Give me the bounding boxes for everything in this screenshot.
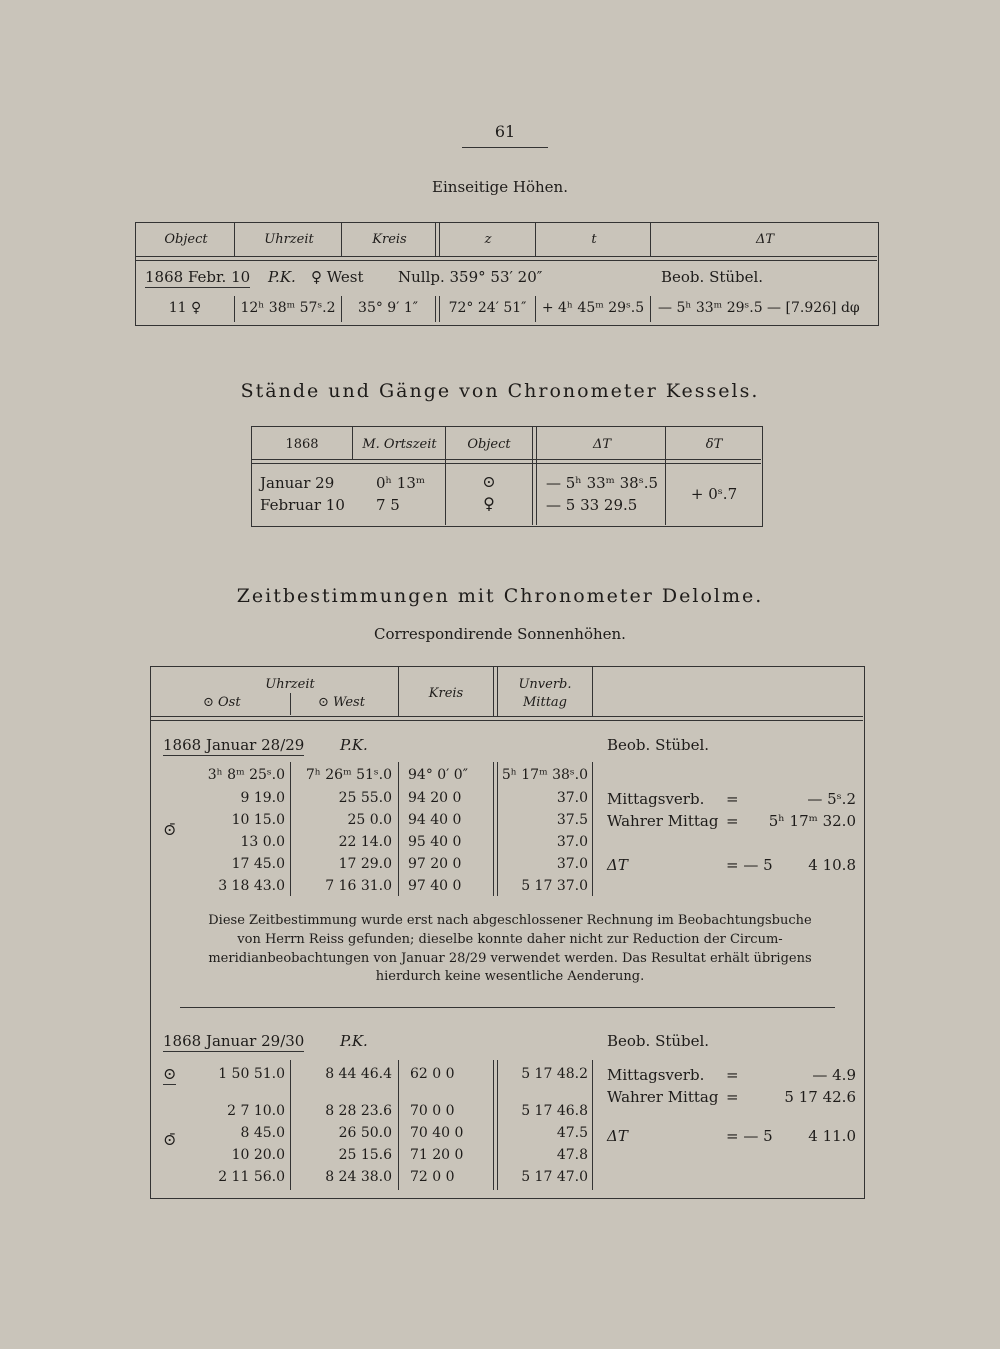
col-header-small-delta-t: δT [705,437,723,452]
west-time: 25 0.0 [347,812,392,828]
result-label: Mittagsverb. [607,790,705,808]
result-value: 5ʰ 17ᵐ 32.0 [768,812,856,830]
obs-observer: Beob. Stübel. [661,268,764,286]
result-value: 4 11.0 [808,1127,856,1145]
divider [592,762,593,896]
result-eq: = [726,1088,739,1106]
unverb-mittag: 5ʰ 17ᵐ 38ˢ.0 [501,767,588,783]
west-time: 8 44 46.4 [325,1066,392,1082]
divider [290,1060,291,1190]
west-time: 7 16 31.0 [325,878,392,894]
obs-date: 1868 Januar 28/29 [163,736,305,754]
ost-time: 17 45.0 [231,856,285,872]
cell-delta-t: — 5ʰ 33ᵐ 29ˢ.5 — [7.926] dφ [658,300,860,316]
page-number: 61 [494,122,516,141]
result-label: Wahrer Mittag [607,812,719,830]
kreis-value: 94 40 0 [408,812,462,828]
obs-nullpoint: Nullp. 359° 53′ 20″ [398,268,543,286]
kreis-value: 94° 0′ 0″ [408,767,468,783]
sun-lower-limb-symbol: ⊙̄ [163,1130,177,1149]
divider [493,762,494,896]
ost-time: 8 45.0 [240,1125,285,1141]
result-value: — 4.9 [812,1066,856,1084]
cell-t: + 4ʰ 45ᵐ 29ˢ.5 [541,300,645,316]
obs-date: 1868 Januar 29/30 [163,1032,305,1050]
west-time: 26 50.0 [338,1125,392,1141]
divider [290,762,291,896]
unverb-mittag: 5 17 48.2 [521,1066,588,1082]
divider [435,296,436,322]
obs-observer: Beob. Stübel. [607,1032,710,1050]
ost-time: 9 19.0 [240,790,285,806]
divider [341,296,342,322]
divider [592,1060,593,1190]
kreis-value: 72 0 0 [410,1169,455,1185]
unverb-mittag: 5 17 37.0 [521,878,588,894]
result-label: ΔT [607,1127,628,1145]
col-header-kreis: Kreis [428,686,464,701]
divider [592,667,593,717]
ost-time: 1 50 51.0 [218,1066,285,1082]
kreis-value: 97 40 0 [408,878,462,894]
ost-time: 2 11 56.0 [218,1169,285,1185]
divider [535,296,536,322]
col-header-delta-t: ΔT [592,437,612,452]
divider [352,427,353,460]
divider [650,223,651,257]
west-time: 8 24 38.0 [325,1169,392,1185]
result-value: 4 10.8 [808,856,856,874]
ost-time: 3ʰ 8ᵐ 25ˢ.0 [207,767,285,783]
unverb-mittag: 47.8 [556,1147,588,1163]
west-time: 7ʰ 26ᵐ 51ˢ.0 [305,767,392,783]
west-time: 25 15.6 [338,1147,392,1163]
venus-symbol: ♀ [483,494,495,513]
obs-circle: ♀ West [311,268,364,286]
kreis-value: 62 0 0 [410,1066,455,1082]
kreis-value: 94 20 0 [408,790,462,806]
unverb-mittag: 47.5 [556,1125,588,1141]
divider [234,296,235,322]
unverb-mittag: 37.0 [556,834,588,850]
result-label: Mittagsverb. [607,1066,705,1084]
west-time: 22 14.0 [338,834,392,850]
divider [493,1060,494,1190]
result-eq: = [726,1066,739,1084]
ost-time: 10 20.0 [231,1147,285,1163]
result-value: 5 17 42.6 [784,1088,856,1106]
obs-observer: Beob. Stübel. [607,736,710,754]
col-header-object: Object [164,232,208,247]
col-header-delta-t: ΔT [755,232,775,247]
result-eq: = [726,790,739,808]
unverb-mittag: 37.0 [556,790,588,806]
col-header-mittag: Mittag [523,695,567,710]
divider [497,1060,498,1190]
rate-value: + 0ˢ.7 [690,485,738,503]
result-eq: = — 5 [726,856,773,874]
obs-pk: P.K. [340,1032,368,1050]
page-number-rule [462,147,548,148]
divider [290,693,291,715]
sun-symbol: ⊙ [482,472,496,491]
kreis-value: 70 0 0 [410,1103,455,1119]
col-header-ortszeit: M. Ortszeit [362,437,437,452]
obs-date: 1868 Febr. 10 [145,268,251,286]
ost-time: 3 18 43.0 [218,878,285,894]
ost-time: 10 15.0 [231,812,285,828]
col-header-z: z [484,232,492,247]
block-separator [180,1007,835,1008]
ost-time: 2 7 10.0 [227,1103,285,1119]
col-header-object: Object [467,437,511,452]
row-date: Januar 29 [260,474,335,492]
row-date: Februar 10 [260,496,345,514]
cell-object: 11 ♀ [168,300,202,316]
result-label: Wahrer Mittag [607,1088,719,1106]
west-time: 25 55.0 [338,790,392,806]
divider [398,1060,399,1190]
divider [234,223,235,257]
section-subtitle: Correspondirende Sonnenhöhen. [374,625,626,643]
footnote-line: Diese Zeitbestimmung wurde erst nach abgeschlossener Rechnung im Beobachtungsbuche [208,913,812,928]
unverb-mittag: 37.0 [556,856,588,872]
obs-pk: P.K. [340,736,368,754]
kreis-value: 95 40 0 [408,834,462,850]
footnote-line: meridianbeobachtungen von Januar 28/29 verwendet werden. Das Resultat erhält übrigens [208,951,812,966]
divider [536,427,537,525]
obs-pk: P.K. [268,268,296,286]
result-eq: = — 5 [726,1127,773,1145]
col-header-t: t [591,232,597,247]
divider [497,762,498,896]
col-header-uhrzeit: Uhrzeit [264,232,314,247]
row-delta-t: — 5ʰ 33ᵐ 38ˢ.5 [546,474,659,492]
col-header-year: 1868 [285,437,319,452]
divider [650,296,651,322]
unverb-mittag: 5 17 47.0 [521,1169,588,1185]
col-header-uhrzeit: Uhrzeit [265,677,315,692]
col-header-unverb: Unverb. [518,677,572,692]
sun-lower-limb-symbol: ⊙̄ [163,820,177,839]
divider [439,296,440,322]
unverb-mittag: 37.5 [556,812,588,828]
sun-symbol: ⊙ [163,1064,177,1083]
footnote-line: von Herrn Reiss gefunden; dieselbe konnte daher nicht zur Reduction der Circum- [237,932,783,947]
col-header-ost: ⊙ Ost [203,695,241,710]
header-double-rule [252,459,761,464]
divider [341,223,342,257]
header-double-rule [136,256,877,261]
divider [532,427,533,525]
divider [493,667,494,717]
row-time: 0ʰ 13ᵐ [376,474,426,492]
result-label: ΔT [607,856,628,874]
divider [665,427,666,525]
section-title-einseitige-hoehen: Einseitige Höhen. [432,178,568,196]
divider [398,762,399,896]
section-title-delolme: Zeitbestimmungen mit Chronometer Delolme. [236,585,764,607]
ost-time: 13 0.0 [240,834,285,850]
cell-uhrzeit: 12ʰ 38ᵐ 57ˢ.2 [240,300,336,316]
divider [535,223,536,257]
footnote-line: hierdurch keine wesentliche Aenderung. [375,969,645,984]
kreis-value: 71 20 0 [410,1147,464,1163]
divider [435,223,436,257]
divider [439,223,440,257]
header-double-rule [151,716,863,721]
section-title-kessels: Stände und Gänge von Chronometer Kessels. [240,380,760,402]
west-time: 17 29.0 [338,856,392,872]
cell-z: 72° 24′ 51″ [448,300,527,316]
cell-kreis: 35° 9′ 1″ [358,300,418,316]
col-header-kreis: Kreis [372,232,407,247]
unverb-mittag: 5 17 46.8 [521,1103,588,1119]
kreis-value: 70 40 0 [410,1125,464,1141]
west-time: 8 28 23.6 [325,1103,392,1119]
col-header-west: ⊙ West [318,695,365,710]
result-eq: = [726,812,739,830]
row-time: 7 5 [376,496,400,514]
kreis-value: 97 20 0 [408,856,462,872]
row-delta-t: — 5 33 29.5 [546,496,638,514]
result-value: — 5ˢ.2 [807,790,856,808]
